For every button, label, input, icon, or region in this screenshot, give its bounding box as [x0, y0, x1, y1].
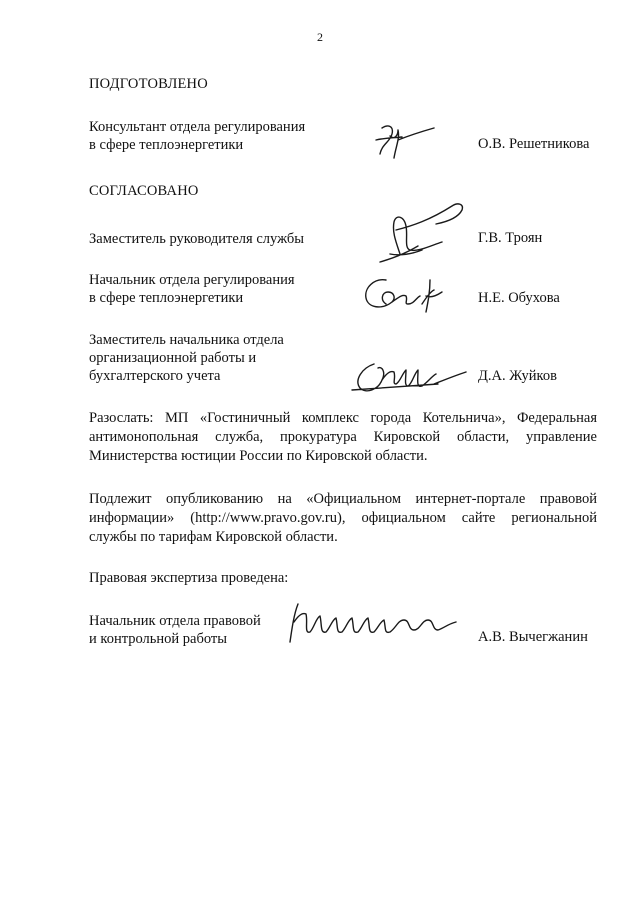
agreed-signer-3-position — [89, 331, 284, 385]
signature-vychegzhanin — [280, 598, 470, 648]
position-line: организационной работы и — [89, 350, 257, 366]
paragraph-line: Разослать: МП «Гостиничный комплекс города Котельнича», Федеральная — [89, 410, 597, 426]
paragraph-line: Министерства юстиции России по Кировской области. — [89, 448, 428, 464]
legal-review-statement: Правовая экспертиза проведена: — [89, 570, 289, 586]
position-line: Заместитель руководителя службы — [89, 231, 305, 247]
agreed-signer-2-position — [89, 271, 295, 307]
prepared-signer-name: О.В. Решетникова — [478, 136, 590, 152]
paragraph-line: антимонопольная служба, прокуратура Кировской области, управление — [89, 429, 597, 445]
agreed-signer-2-name: Н.Е. Обухова — [478, 290, 560, 306]
prepared-signer-position — [89, 118, 305, 154]
legal-review-signer-name: А.В. Вычегжанин — [478, 629, 588, 645]
agreed-signer-1-position — [89, 230, 304, 248]
position-line: и контрольной работы — [89, 631, 227, 647]
agreed-signer-1-name: Г.В. Троян — [478, 230, 543, 246]
position-line: в сфере теплоэнергетики — [89, 290, 244, 306]
prepared-heading: ПОДГОТОВЛЕНО — [89, 76, 208, 92]
position-line: Начальник отдела правовой — [89, 613, 261, 629]
legal-review-signer-position — [89, 612, 261, 648]
agreed-signer-3-name: Д.А. Жуйков — [478, 368, 557, 384]
agreed-heading: СОГЛАСОВАНО — [89, 183, 199, 199]
position-line: Начальник отдела регулирования — [89, 272, 295, 288]
position-line: бухгалтерского учета — [89, 368, 221, 384]
position-line: в сфере теплоэнергетики — [89, 137, 244, 153]
paragraph-line: Подлежит опубликованию на «Официальном интернет-портале правовой — [89, 491, 597, 507]
publication-paragraph — [89, 490, 597, 547]
page-number: 2 — [317, 30, 323, 44]
signature-zhuykov — [348, 350, 478, 400]
signature-obukhova — [356, 268, 456, 318]
paragraph-line: информации» (http://www.pravo.gov.ru), официальном сайте региональной — [89, 510, 597, 526]
position-line: Консультант отдела регулирования — [89, 119, 306, 135]
signature-troyan — [360, 196, 470, 266]
paragraph-line: службы по тарифам Кировской области. — [89, 529, 338, 545]
position-line: Заместитель начальника отдела — [89, 332, 284, 348]
distribution-paragraph — [89, 409, 597, 466]
signature-reshetnikova — [368, 118, 438, 164]
